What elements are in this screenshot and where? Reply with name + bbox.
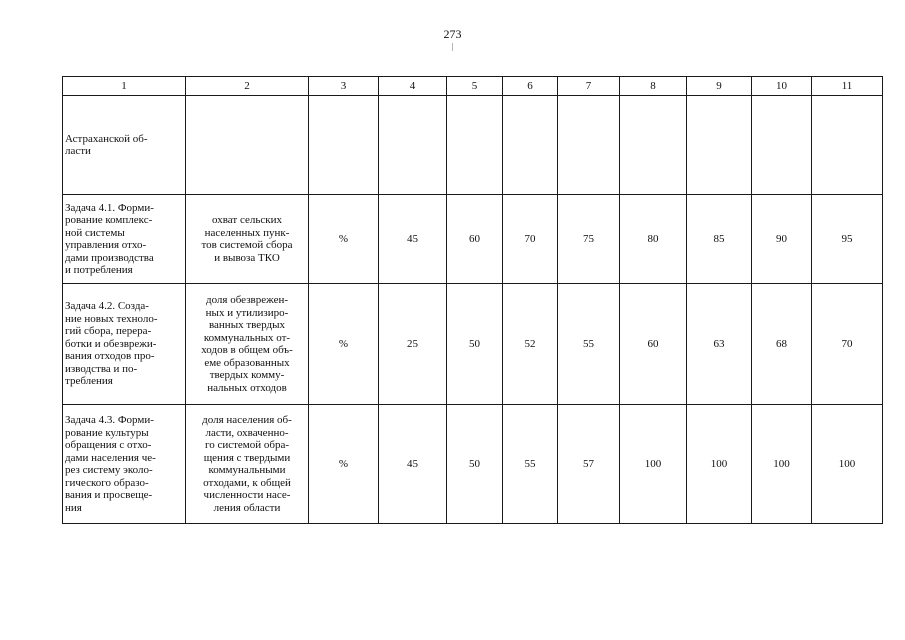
indicator-cell	[186, 195, 309, 284]
value-cell	[379, 96, 447, 195]
task-line: гий сбора, перера-	[65, 325, 152, 338]
task-line: Задача 4.2. Созда-	[65, 300, 149, 313]
indicator-line: нальных отходов	[207, 381, 287, 394]
value-cell: 60	[447, 195, 503, 284]
value-cell: 95	[812, 195, 883, 284]
task-line: Задача 4.3. Форми-	[65, 414, 154, 426]
task-line: дами производства	[65, 251, 154, 264]
column-header: 2	[186, 77, 309, 96]
task-line: Астраханской об-	[65, 132, 148, 145]
scan-mark	[452, 43, 453, 51]
value-cell: 45	[379, 405, 447, 524]
indicator-line: ходов в общем объ-	[201, 344, 293, 356]
unit-cell	[309, 96, 379, 195]
task-line: ния	[65, 501, 82, 514]
value-cell: 55	[503, 405, 558, 524]
unit-cell: %	[309, 284, 379, 405]
task-line: гического образо-	[65, 476, 149, 489]
value-cell	[812, 96, 883, 195]
task-line: ласти	[65, 145, 91, 157]
indicator-line: коммунальными	[208, 464, 286, 476]
task-line: дами населения че-	[65, 451, 156, 464]
task-cell	[63, 96, 186, 195]
value-cell	[447, 96, 503, 195]
column-header: 6	[503, 77, 558, 96]
indicator-line: еме образованных	[204, 356, 290, 369]
value-cell: 85	[687, 195, 752, 284]
indicator-line: ласти, охваченно-	[205, 426, 289, 439]
value-cell	[558, 96, 620, 195]
indicator-line: ления области	[213, 501, 281, 514]
indicator-table	[62, 76, 883, 524]
value-cell	[752, 96, 812, 195]
task-cell	[63, 405, 186, 524]
column-header: 4	[379, 77, 447, 96]
indicator-line: коммунальных от-	[203, 331, 291, 344]
column-header: 7	[558, 77, 620, 96]
header-row	[63, 77, 883, 96]
task-line: рез систему эколо-	[65, 464, 153, 476]
indicator-line: отходами, к общей	[203, 476, 291, 489]
indicator-cell	[186, 284, 309, 405]
indicator-cell	[186, 405, 309, 524]
value-cell: 75	[558, 195, 620, 284]
indicator-line: го системой обра-	[204, 439, 290, 451]
indicator-line: твердых комму-	[209, 369, 285, 381]
task-line: и потребления	[65, 264, 133, 276]
task-line: требления	[65, 375, 113, 388]
value-cell: 52	[503, 284, 558, 405]
value-cell: 50	[447, 284, 503, 405]
table-row	[63, 405, 883, 524]
indicator-line: доля населения об-	[202, 414, 292, 426]
value-cell: 50	[447, 405, 503, 524]
value-cell: 100	[687, 405, 752, 524]
task-cell	[63, 195, 186, 284]
column-header: 3	[309, 77, 379, 96]
value-cell: 70	[812, 284, 883, 405]
task-line: ной системы	[65, 226, 125, 239]
indicator-line: ванных твердых	[208, 319, 285, 331]
table-row	[63, 284, 883, 405]
indicator-cell	[186, 96, 309, 195]
unit-cell: %	[309, 195, 379, 284]
task-line: управления отхо-	[65, 239, 147, 251]
column-header: 9	[687, 77, 752, 96]
column-header: 11	[812, 77, 883, 96]
indicator-line: населенных пунк-	[204, 226, 290, 239]
value-cell: 45	[379, 195, 447, 284]
indicator-line: тов системой сбора	[201, 239, 293, 251]
table-row	[63, 195, 883, 284]
value-cell	[687, 96, 752, 195]
indicator-line: численности насе-	[203, 489, 291, 501]
value-cell: 63	[687, 284, 752, 405]
value-cell	[620, 96, 687, 195]
value-cell: 100	[812, 405, 883, 524]
table-row	[63, 96, 883, 195]
page-number: 273	[443, 27, 462, 41]
column-header: 8	[620, 77, 687, 96]
value-cell: 90	[752, 195, 812, 284]
value-cell: 55	[558, 284, 620, 405]
value-cell: 100	[752, 405, 812, 524]
indicator-line: щения с твердыми	[203, 451, 291, 464]
task-line: рование культуры	[65, 426, 149, 439]
task-line: ние новых техноло-	[65, 312, 158, 325]
indicator-line: доля обезврежен-	[205, 294, 289, 306]
unit-cell: %	[309, 405, 379, 524]
task-line: вания отходов про-	[65, 350, 155, 363]
column-header: 1	[63, 77, 186, 96]
indicator-line: ных и утилизиро-	[205, 306, 289, 319]
task-line: вания и просвеще-	[65, 489, 153, 501]
indicator-line: и вывоза ТКО	[214, 251, 280, 264]
task-line: ботки и обезврежи-	[65, 337, 157, 350]
indicator-line: охват сельских	[212, 214, 282, 226]
value-cell: 25	[379, 284, 447, 405]
task-line: обращения с отхо-	[65, 439, 152, 451]
value-cell: 70	[503, 195, 558, 284]
value-cell: 100	[620, 405, 687, 524]
value-cell: 57	[558, 405, 620, 524]
task-line: изводства и по-	[65, 362, 138, 375]
task-cell	[63, 284, 186, 405]
task-line: Задача 4.1. Форми-	[65, 201, 154, 214]
value-cell: 68	[752, 284, 812, 405]
column-header: 5	[447, 77, 503, 96]
value-cell	[503, 96, 558, 195]
task-line: рование комплекс-	[65, 214, 153, 226]
column-header: 10	[752, 77, 812, 96]
value-cell: 60	[620, 284, 687, 405]
value-cell: 80	[620, 195, 687, 284]
